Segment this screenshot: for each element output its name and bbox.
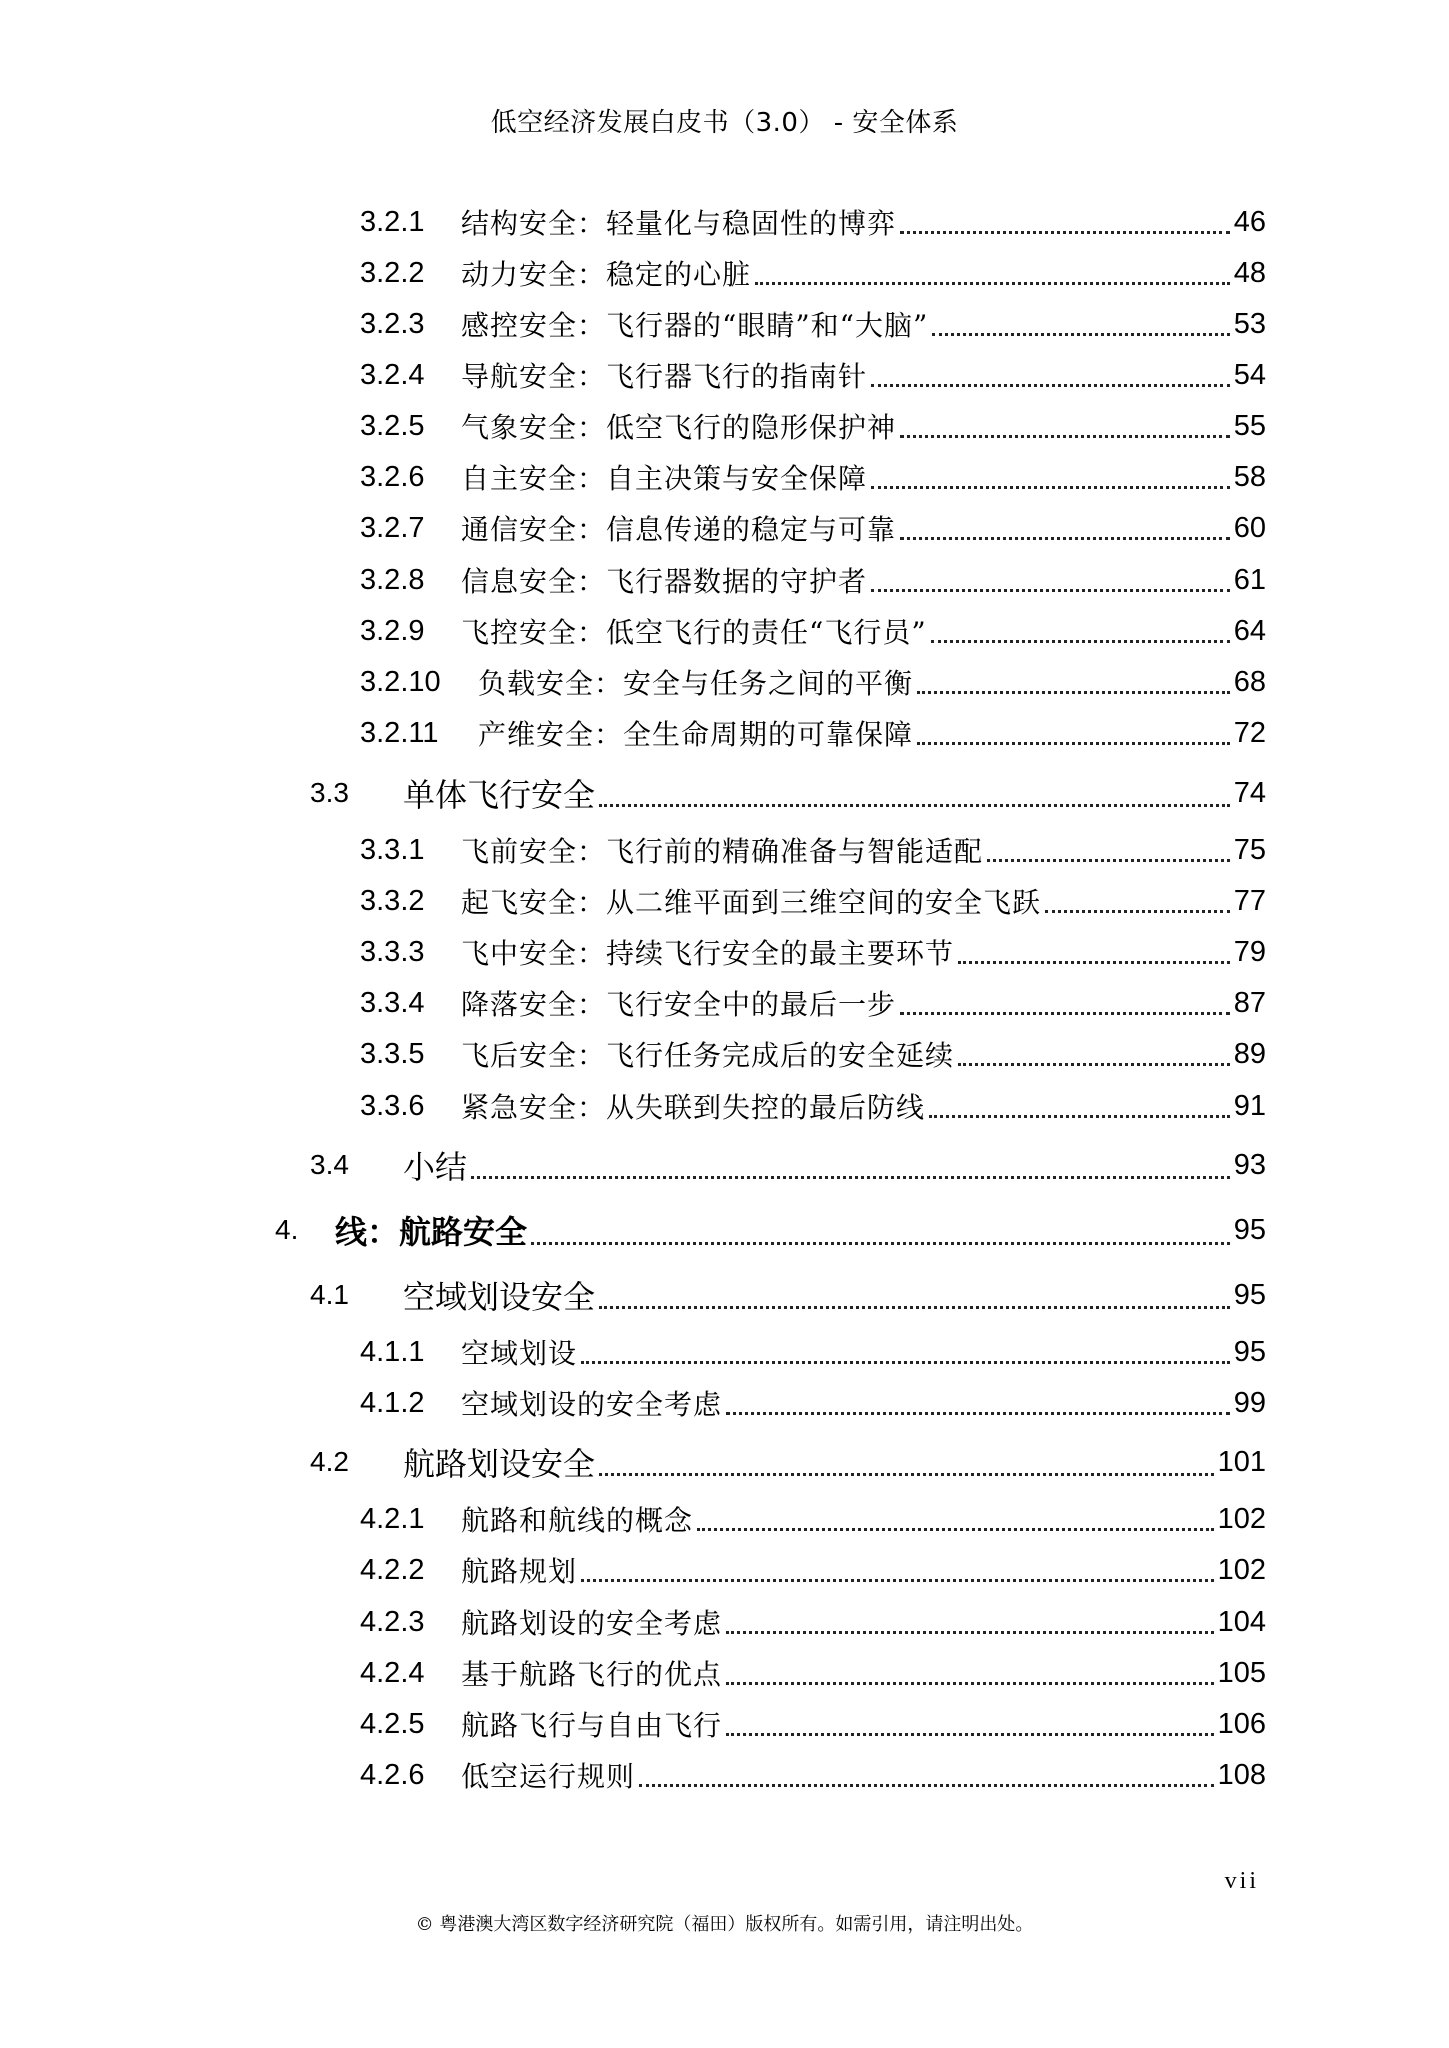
toc-dot-leader: [471, 1175, 1230, 1179]
toc-entry[interactable]: [360, 1548, 1266, 1592]
toc-entry-title: 空域划设安全: [403, 1278, 596, 1316]
toc-entry[interactable]: [275, 1205, 1266, 1255]
toc-entry-title: 基于航路飞行的优点: [461, 1658, 723, 1691]
toc-dot-leader: [599, 1472, 1214, 1476]
toc-entry[interactable]: [310, 1438, 1266, 1486]
toc-dot-leader: [871, 383, 1230, 387]
toc-entry-page: 72: [1233, 716, 1266, 749]
toc-entry[interactable]: [310, 769, 1266, 817]
toc-dot-leader: [958, 960, 1230, 964]
toc-entry[interactable]: [360, 1702, 1266, 1746]
toc-entry-title: 单体飞行安全: [403, 776, 596, 814]
toc-entry-page: 55: [1233, 409, 1266, 442]
toc-entry-page: 102: [1217, 1502, 1266, 1535]
toc-dot-leader: [871, 485, 1230, 489]
toc-entry-page: 101: [1217, 1445, 1266, 1478]
toc-dot-leader: [697, 1527, 1214, 1531]
toc-entry-page: 95: [1233, 1335, 1266, 1368]
copyright-notice: © 粤港澳大湾区数字经济研究院（福田）版权所有。如需引用，请注明出处。: [415, 1914, 1034, 1935]
toc-entry-page: 105: [1217, 1656, 1266, 1689]
toc-entry-number: 4.: [275, 1214, 299, 1245]
toc-entry-title: 动力安全：稳定的心脏: [461, 258, 752, 291]
toc-dot-leader: [900, 434, 1230, 438]
toc-entry[interactable]: [360, 609, 1266, 653]
toc-entry-page: 95: [1233, 1278, 1266, 1311]
toc-dot-leader: [958, 1062, 1230, 1066]
toc-entry[interactable]: [360, 1084, 1266, 1128]
toc-entry[interactable]: [360, 1497, 1266, 1541]
toc-entry-page: 79: [1233, 935, 1266, 968]
toc-entry-number: 3.2.7: [360, 511, 425, 544]
toc-dot-leader: [900, 230, 1230, 234]
toc-dot-leader: [531, 1241, 1230, 1245]
toc-entry-title: 结构安全：轻量化与稳固性的博弈: [461, 207, 897, 240]
toc-entry[interactable]: [360, 1651, 1266, 1695]
toc-entry-page: 91: [1233, 1089, 1266, 1122]
toc-entry-page: 104: [1217, 1605, 1266, 1638]
toc-entry-page: 64: [1233, 614, 1266, 647]
toc-entry[interactable]: [360, 455, 1266, 499]
toc-entry-number: 3.2.11: [360, 716, 439, 749]
toc-dot-leader: [599, 803, 1230, 807]
toc-entry[interactable]: [360, 1330, 1266, 1374]
toc-entry-page: 108: [1217, 1758, 1266, 1791]
toc-entry-number: 3.2.6: [360, 460, 425, 493]
toc-entry[interactable]: [360, 1753, 1266, 1797]
toc-entry-number: 4.2.6: [360, 1758, 425, 1791]
toc-entry-title: 飞后安全：飞行任务完成后的安全延续: [461, 1039, 955, 1072]
toc-entry-page: 102: [1217, 1553, 1266, 1586]
toc-entry-number: 4.2: [310, 1446, 349, 1477]
toc-entry-page: 106: [1217, 1707, 1266, 1740]
toc-entry-title: 航路规划: [461, 1555, 578, 1588]
toc-entry-number: 3.2.10: [360, 665, 441, 698]
toc-entry[interactable]: [360, 506, 1266, 550]
toc-entry-title: 负载安全：安全与任务之间的平衡: [478, 667, 914, 700]
toc-entry-page: 46: [1233, 205, 1266, 238]
toc-dot-leader: [599, 1305, 1230, 1309]
toc-dot-leader: [929, 1114, 1230, 1118]
toc-entry-number: 3.2.5: [360, 409, 425, 442]
toc-entry-title: 飞中安全：持续飞行安全的最主要环节: [461, 937, 955, 970]
toc-entry-number: 3.2.8: [360, 563, 425, 596]
toc-entry-title: 起飞安全：从二维平面到三维空间的安全飞跃: [461, 886, 1042, 919]
toc-dot-leader: [932, 332, 1229, 336]
toc-entry-page: 77: [1233, 884, 1266, 917]
toc-entry-number: 3.3.2: [360, 884, 425, 917]
toc-entry-number: 4.2.4: [360, 1656, 425, 1689]
toc-entry-title: 信息安全：飞行器数据的守护者: [461, 565, 868, 598]
toc-entry[interactable]: [360, 828, 1266, 872]
toc-entry-page: 89: [1233, 1037, 1266, 1070]
toc-dot-leader: [755, 281, 1230, 285]
toc-entry[interactable]: [360, 1032, 1266, 1076]
toc-entry-number: 3.2.9: [360, 614, 425, 647]
page-header: 低空经济发展白皮书（3.0） - 安全体系: [490, 108, 959, 138]
toc-entry-title: 小结: [403, 1148, 468, 1186]
toc-entry-title: 航路划设的安全考虑: [461, 1607, 723, 1640]
toc-entry-title: 航路和航线的概念: [461, 1504, 694, 1537]
toc-entry-title: 感控安全：飞行器的“眼睛”和“大脑”: [461, 309, 929, 342]
toc-entry-number: 3.3: [310, 777, 349, 808]
page-number: vii: [1224, 1868, 1259, 1894]
toc-dot-leader: [987, 858, 1230, 862]
toc-entry-title: 产维安全：全生命周期的可靠保障: [478, 718, 914, 751]
toc-entry-number: 3.2.2: [360, 256, 425, 289]
toc-entry-number: 3.2.4: [360, 358, 425, 391]
toc-entry-number: 3.3.3: [360, 935, 425, 968]
toc-entry-page: 54: [1233, 358, 1266, 391]
toc-entry-page: 87: [1233, 986, 1266, 1019]
toc-entry-number: 3.3.1: [360, 833, 425, 866]
toc-entry-page: 53: [1233, 307, 1266, 340]
toc-entry-number: 4.2.5: [360, 1707, 425, 1740]
toc-entry-page: 61: [1233, 563, 1266, 596]
toc-entry-page: 74: [1233, 776, 1266, 809]
toc-dot-leader: [917, 690, 1230, 694]
toc-entry-number: 3.3.5: [360, 1037, 425, 1070]
toc-entry-title: 航路划设安全: [403, 1445, 596, 1483]
toc-entry-number: 3.2.3: [360, 307, 425, 340]
toc-entry-number: 3.3.4: [360, 986, 425, 1019]
toc-entry-page: 68: [1233, 665, 1266, 698]
toc-entry-title: 线：航路安全: [335, 1213, 528, 1251]
toc-entry-title: 自主安全：自主决策与安全保障: [461, 462, 868, 495]
toc-entry-title: 航路飞行与自由飞行: [461, 1709, 723, 1742]
toc-dot-leader: [1045, 909, 1230, 913]
toc-entry[interactable]: [360, 251, 1266, 295]
toc-entry-title: 空域划设: [461, 1337, 578, 1370]
toc-dot-leader: [917, 741, 1230, 745]
toc-entry-number: 3.3.6: [360, 1089, 425, 1122]
toc-entry-number: 4.2.2: [360, 1553, 425, 1586]
toc-entry-number: 3.2.1: [360, 205, 425, 238]
toc-entry-number: 4.1: [310, 1279, 349, 1310]
toc-dot-leader: [871, 588, 1230, 592]
toc-entry[interactable]: [360, 353, 1266, 397]
toc-entry-title: 气象安全：低空飞行的隐形保护神: [461, 411, 897, 444]
toc-entry-number: 4.1.2: [360, 1386, 425, 1419]
toc-entry[interactable]: [360, 404, 1266, 448]
toc-entry[interactable]: [360, 200, 1266, 244]
toc-dot-leader: [900, 1011, 1230, 1015]
toc-entry[interactable]: [360, 660, 1266, 704]
toc-entry[interactable]: [360, 711, 1266, 755]
toc-entry[interactable]: [360, 981, 1266, 1025]
toc-entry-title: 飞前安全：飞行前的精确准备与智能适配: [461, 835, 984, 868]
toc-entry[interactable]: [310, 1271, 1266, 1319]
toc-entry-page: 93: [1233, 1148, 1266, 1181]
toc-entry[interactable]: [310, 1141, 1266, 1189]
toc-entry-title: 低空运行规则: [461, 1760, 636, 1793]
toc-dot-leader: [726, 1411, 1230, 1415]
toc-entry-number: 3.4: [310, 1149, 349, 1180]
toc-entry[interactable]: [360, 558, 1266, 602]
toc-dot-leader: [726, 1732, 1214, 1736]
toc-dot-leader: [726, 1630, 1214, 1634]
toc-dot-leader: [900, 536, 1230, 540]
toc-entry-title: 紧急安全：从失联到失控的最后防线: [461, 1091, 926, 1124]
toc-entry[interactable]: [360, 1381, 1266, 1425]
toc-entry-page: 75: [1233, 833, 1266, 866]
toc-entry-page: 95: [1233, 1213, 1266, 1246]
toc-entry[interactable]: [360, 879, 1266, 923]
toc-entry-title: 通信安全：信息传递的稳定与可靠: [461, 513, 897, 546]
toc-entry-title: 飞控安全：低空飞行的责任“飞行员”: [461, 616, 927, 649]
toc-dot-leader: [581, 1578, 1214, 1582]
toc-entry-title: 降落安全：飞行安全中的最后一步: [461, 988, 897, 1021]
toc-entry-title: 空域划设的安全考虑: [461, 1388, 723, 1421]
toc-dot-leader: [931, 639, 1230, 643]
toc-entry[interactable]: [360, 1600, 1266, 1644]
toc-entry[interactable]: [360, 302, 1266, 346]
toc-dot-leader: [639, 1783, 1214, 1787]
toc-entry[interactable]: [360, 930, 1266, 974]
toc-entry-page: 48: [1233, 256, 1266, 289]
toc-entry-page: 99: [1233, 1386, 1266, 1419]
toc-entry-title: 导航安全：飞行器飞行的指南针: [461, 360, 868, 393]
toc-entry-page: 58: [1233, 460, 1266, 493]
toc-entry-page: 60: [1233, 511, 1266, 544]
toc-entry-number: 4.1.1: [360, 1335, 425, 1368]
toc-dot-leader: [726, 1681, 1214, 1685]
toc-entry-number: 4.2.1: [360, 1502, 425, 1535]
toc-dot-leader: [581, 1360, 1230, 1364]
toc-entry-number: 4.2.3: [360, 1605, 425, 1638]
